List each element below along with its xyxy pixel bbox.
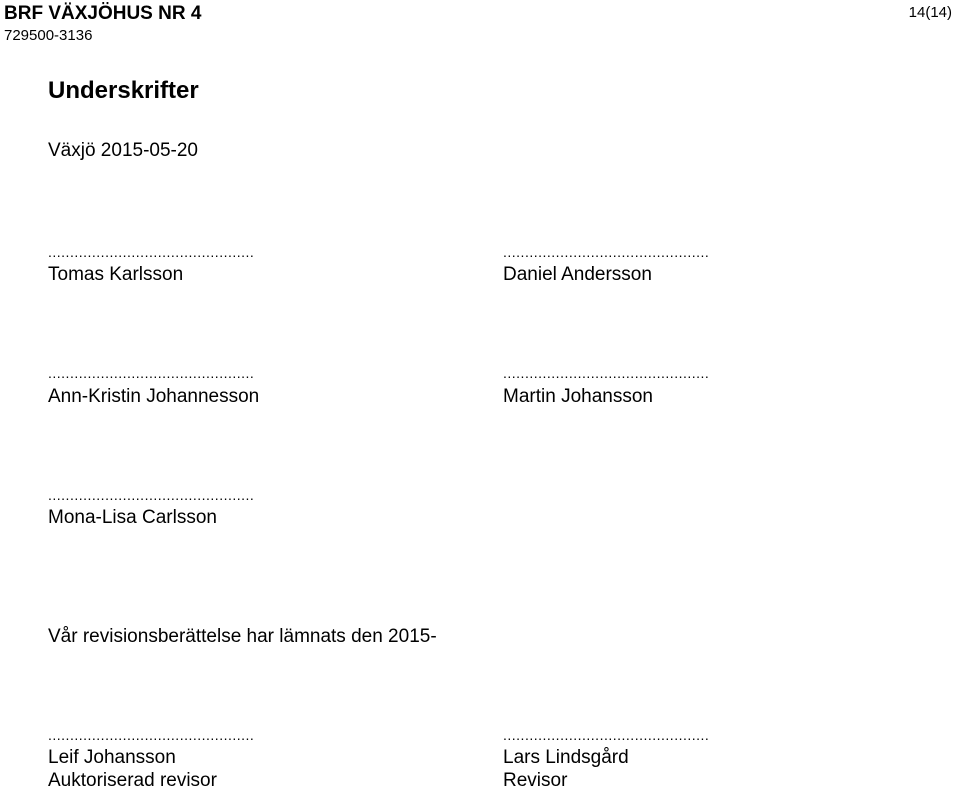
signature-line: ............................................... [48, 244, 255, 260]
signatory-name: Martin Johansson [503, 386, 653, 407]
signature-line: ............................................... [48, 365, 255, 381]
signatory-name: Ann-Kristin Johannesson [48, 386, 260, 407]
signatory-name: Mona-Lisa Carlsson [48, 507, 217, 528]
auditor-title: Auktoriserad revisor [48, 770, 217, 791]
organization-name: BRF VÄXJÖHUS NR 4 [4, 3, 202, 24]
organization-number: 729500-3136 [4, 27, 93, 44]
signature-line: ............................................... [503, 244, 710, 260]
auditor-name: Lars Lindsgård [503, 747, 629, 768]
place-date: Växjö 2015-05-20 [48, 140, 198, 161]
signatory-name: Tomas Karlsson [48, 264, 184, 285]
signature-line: ............................................... [48, 487, 255, 503]
section-title: Underskrifter [48, 77, 199, 104]
auditor-title: Revisor [503, 770, 568, 791]
audit-statement: Vår revisionsberättelse har lämnats den 2015- [48, 626, 437, 647]
auditor-name: Leif Johansson [48, 747, 176, 768]
signatory-name: Daniel Andersson [503, 264, 652, 285]
signature-line: ............................................... [503, 727, 710, 743]
page-number: 14(14) [908, 4, 952, 21]
signature-line: ............................................... [503, 365, 710, 381]
signature-line: ............................................... [48, 727, 255, 743]
